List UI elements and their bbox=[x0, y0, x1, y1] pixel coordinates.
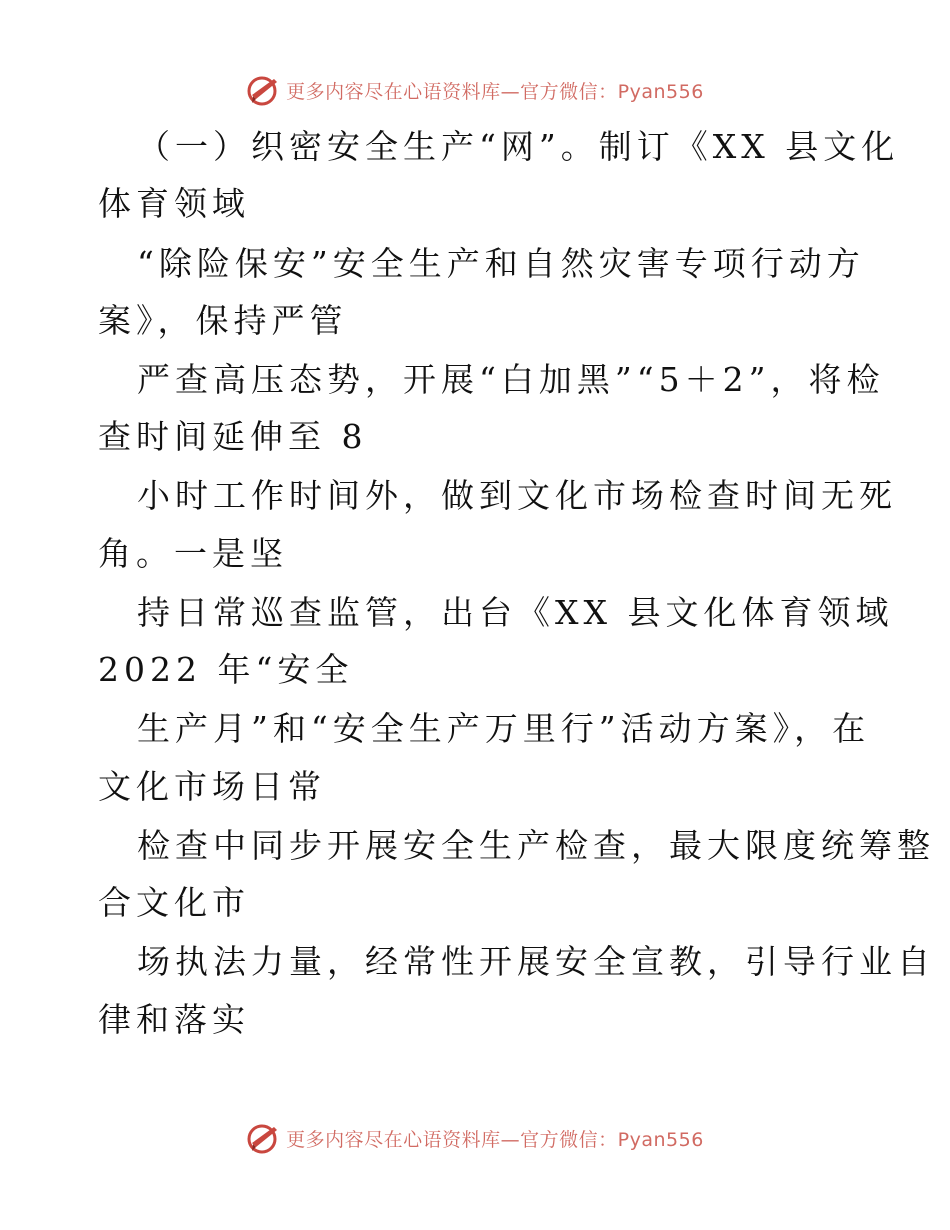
footer-banner bbox=[0, 1118, 950, 1158]
body-line: 角。一是坚 bbox=[98, 534, 288, 573]
header-banner-text: 更多内容尽在心语资料库—官方微信：Pyan556 bbox=[286, 80, 704, 103]
body-line: 场执法力量，经常性开展安全宣教，引导行业自 bbox=[137, 942, 935, 981]
body-line: “除险保安”安全生产和自然灾害专项行动方 bbox=[137, 244, 865, 283]
body-line: 严查高压态势，开展“白加黑”“5＋2”，将检 bbox=[137, 360, 885, 399]
body-line: （一）织密安全生产“网”。制订《XX 县文化 bbox=[137, 127, 900, 166]
pen-circle-logo-icon bbox=[246, 73, 280, 107]
body-line: 案》，保持严管 bbox=[98, 301, 348, 340]
body-line: 律和落实 bbox=[98, 1000, 250, 1039]
body-line: 小时工作时间外，做到文化市场检查时间无死 bbox=[137, 476, 897, 515]
header-banner bbox=[0, 70, 950, 110]
body-line: 查时间延伸至 8 bbox=[98, 417, 368, 456]
body-line: 检查中同步开展安全生产检查，最大限度统筹整 bbox=[137, 826, 935, 865]
body-line: 体育领域 bbox=[98, 184, 250, 223]
footer-banner-text: 更多内容尽在心语资料库—官方微信：Pyan556 bbox=[286, 1128, 704, 1151]
body-line: 生产月”和“安全生产万里行”活动方案》，在 bbox=[137, 709, 871, 748]
body-line: 持日常巡查监管，出台《XX 县文化体育领域 bbox=[137, 593, 894, 632]
document-body bbox=[0, 118, 950, 1098]
body-line: 文化市场日常 bbox=[98, 767, 326, 806]
body-line: 合文化市 bbox=[98, 883, 250, 922]
pen-circle-logo-icon bbox=[246, 1121, 280, 1155]
body-line: 2022 年“安全 bbox=[98, 650, 354, 689]
